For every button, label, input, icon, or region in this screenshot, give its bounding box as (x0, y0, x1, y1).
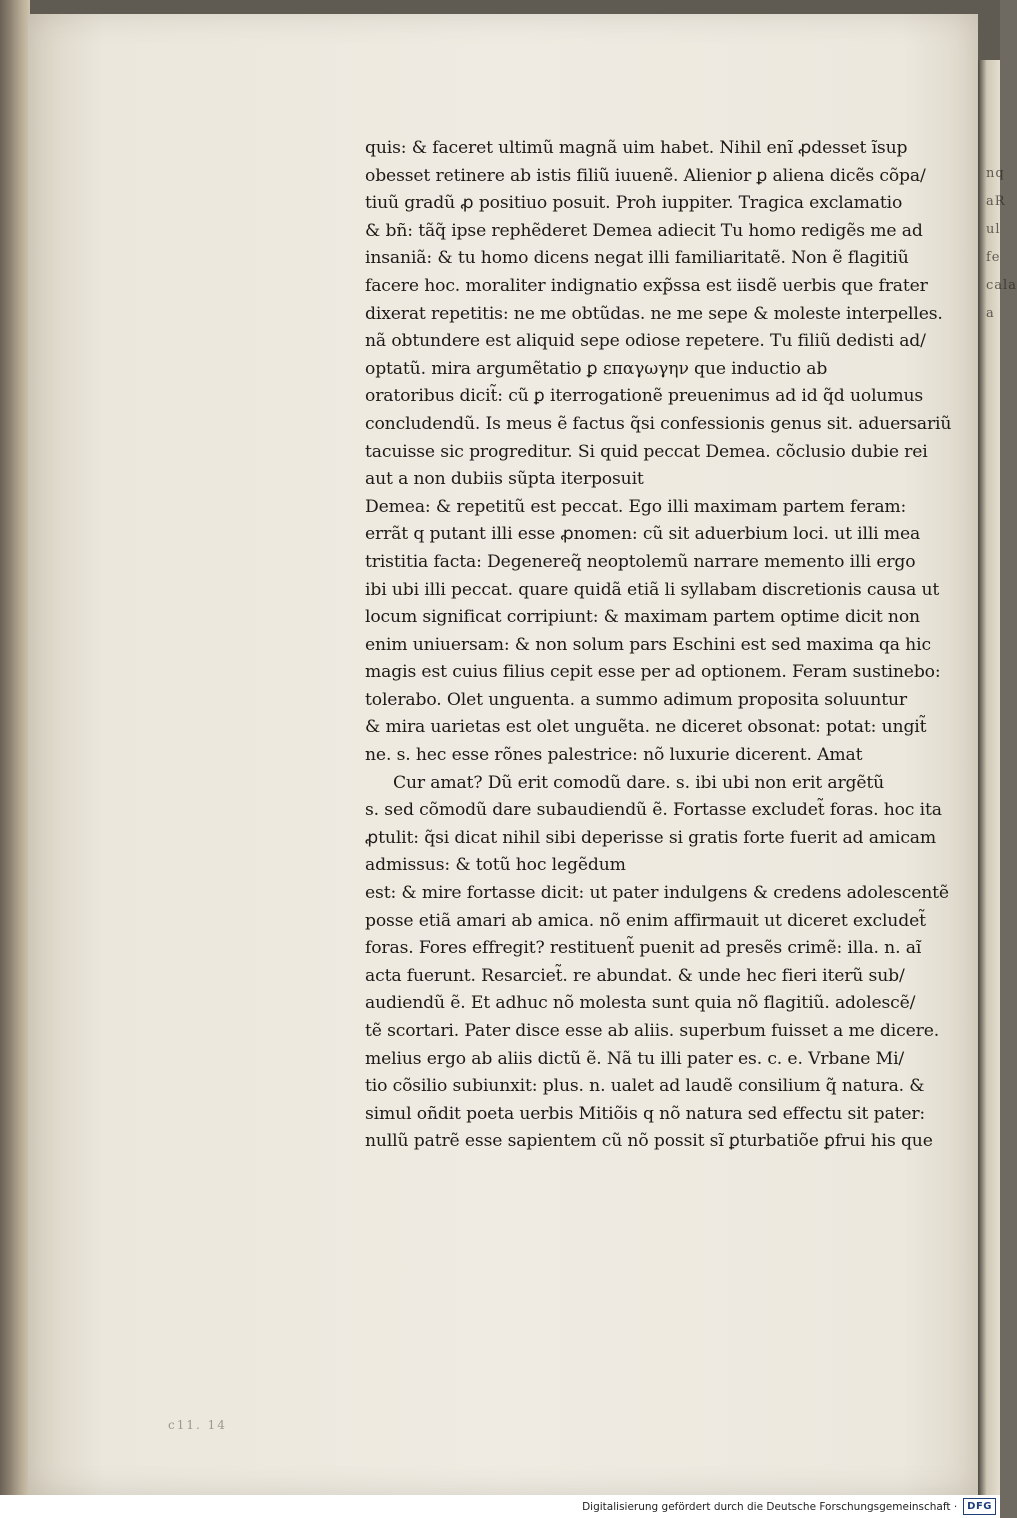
text-line: concludendũ. Is meus ẽ factus q̃si confessionis genus sit. aduersariũ (365, 413, 952, 434)
text-line: acta fuerunt. Resarciet̃. re abundat. & unde hec fieri iterũ sub/ (365, 965, 905, 986)
text-line: ibi ubi illi peccat. quare quidã etiã li syllabam discretionis causa ut (365, 579, 940, 600)
text-line: errãt q putant illi esse ꝓnomen: cũ sit aduerbium loci. ut illi mea (365, 524, 921, 545)
text-line: ne. s. hec esse rõnes palestrice: nõ luxurie dicerent. Amat (365, 745, 863, 766)
text-line: nã obtundere est aliquid sepe odiose repetere. Tu filiũ dedisti ad/ (365, 331, 926, 352)
text-line: ꝓtulit: q̃si dicat nihil sibi deperisse si gratis forte fuerit ad amicam (365, 827, 937, 848)
text-line: tio cõsilio subiunxit: plus. n. ualet ad laudẽ consilium q̃ natura. & (365, 1076, 925, 1097)
book-spine (0, 0, 30, 1495)
funding-credit: Digitalisierung gefördert durch die Deutsche Forschungsgemeinschaft · (582, 1500, 958, 1513)
text-line: enim uniuersam: & non solum pars Eschini est sed maxima qa hic (365, 634, 931, 655)
facing-page-letters: nq aR ul fe cala a (986, 166, 1017, 321)
marginal-note: c11. 14 (168, 1418, 227, 1432)
text-line: aut a non dubiis sũpta iterposuit (365, 469, 644, 490)
text-line: tacuisse sic progreditur. Si quid peccat Demea. cõclusio dubie rei (365, 441, 928, 462)
text-line: & bñ: tãq̃ ipse rephẽderet Demea adiecit Tu homo redigẽs me ad (365, 220, 923, 241)
text-line: tẽ scortari. Pater disce esse ab aliis. superbum fuisset a me dicere. (365, 1021, 940, 1041)
text-line: locum significat corripiunt: & maximam partem optime dicit non (365, 607, 920, 628)
text-line: foras. Fores effregit? restituent̃ puenit ad presẽs crimẽ: illa. n. aĩ (365, 938, 922, 959)
text-line: tiuũ gradũ ꝓ positiuo posuit. Proh iuppiter. Tragica exclamatio (365, 193, 903, 214)
text-line: optatũ. mira argumẽtatio ꝑ επαγωγην que inductio ab (365, 358, 828, 379)
text-line: tolerabo. Olet unguenta. a summo adimum proposita soluuntur (365, 689, 907, 710)
text-line: admissus: & totũ hoc legẽdum (365, 855, 626, 876)
footer-bar (0, 1495, 1000, 1518)
text-line: s. sed cõmodũ dare subaudiendũ ẽ. Fortasse excludet̃ foras. hoc ita (365, 800, 942, 821)
text-line: Cur amat? Dũ erit comodũ dare. s. ibi ubi non erit argẽtũ (393, 772, 885, 793)
text-line: Demea: & repetitũ est peccat. Ego illi maximam partem feram: (365, 496, 907, 517)
text-line: simul oñdit poeta uerbis Mitiõis q nõ natura sed effectu sit pater: (365, 1103, 926, 1124)
text-line: & mira uarietas est olet unguẽta. ne diceret obsonat: potat: ungit̃ (365, 717, 927, 738)
text-line: tristitia facta: Degenereq̃ neoptolemũ narrare memento illi ergo (365, 551, 916, 572)
text-line: est: & mire fortasse dicit: ut pater indulgens & credens adolescentẽ (365, 883, 949, 904)
text-line: posse etiã amari ab amica. nõ enim affirmauit ut diceret excludet̃ (365, 910, 926, 931)
text-line: dixerat repetitis: ne me obtũdas. ne me sepe & moleste interpelles. (365, 303, 943, 324)
dfg-logo: DFG (963, 1498, 996, 1515)
text-line: melius ergo ab aliis dictũ ẽ. Nã tu illi pater es. c. e. Vrbane Mi/ (365, 1048, 905, 1069)
text-line: oratoribus dicit̃: cũ ꝑ iterrogationẽ preuenimus ad id q̃d uolumus (365, 386, 924, 407)
text-line: obesset retinere ab istis filiũ iuuenẽ. Alienior ꝑ aliena dicẽs cõpa/ (365, 165, 926, 186)
text-line: nullũ patrẽ esse sapientem cũ nõ possit sĩ ꝑturbatiõe ꝑfrui his que (365, 1131, 933, 1152)
text-line: quis: & faceret ultimũ magnã uim habet. Nihil enĩ ꝓdesset ĩsup (365, 138, 908, 158)
text-line: facere hoc. moraliter indignatio exp̃ssa est iisdẽ uerbis que frater (365, 275, 928, 296)
text-line: audiendũ ẽ. Et adhuc nõ molesta sunt quia nõ flagitiũ. adolescẽ/ (365, 993, 916, 1014)
text-column (365, 135, 955, 1156)
text-line: magis est cuius filius cepit esse per ad optionem. Feram sustinebo: (365, 662, 941, 683)
text-line: insaniã: & tu homo dicens negat illi familiaritatẽ. Non ẽ flagitiũ (365, 248, 909, 269)
facing-page-edge (978, 60, 1017, 1495)
